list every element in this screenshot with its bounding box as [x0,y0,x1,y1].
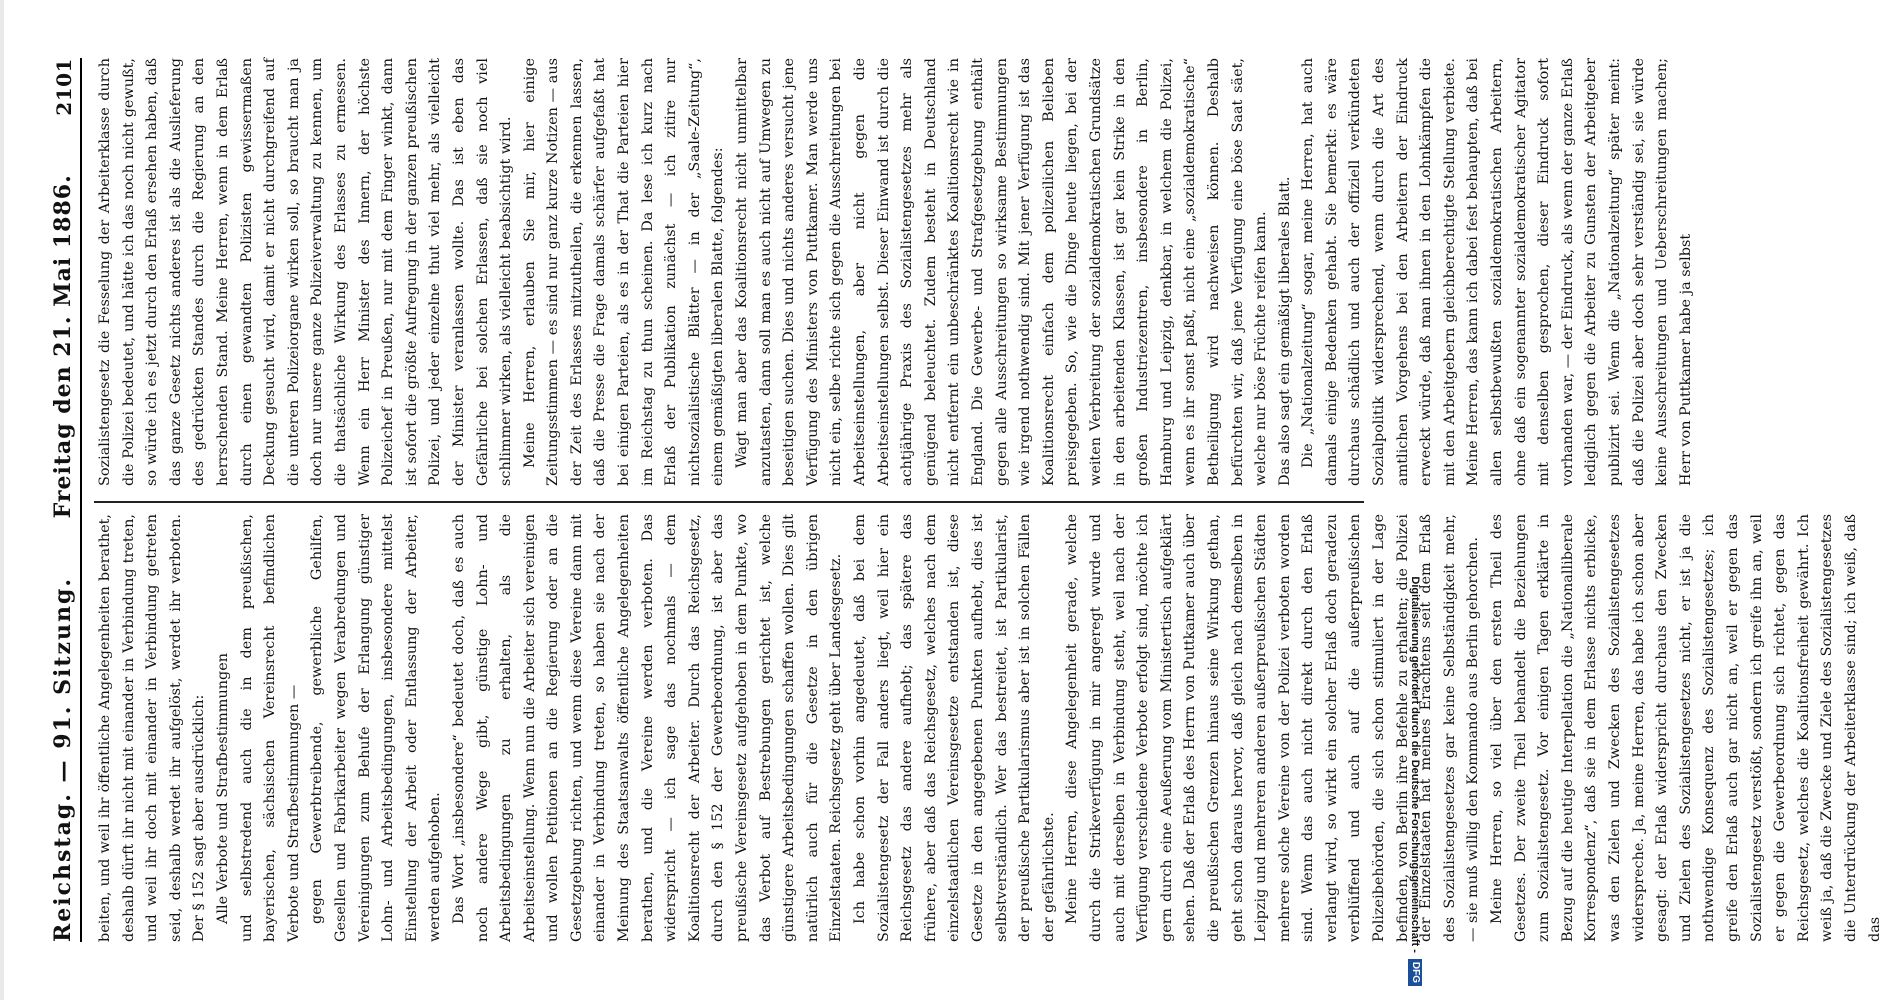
quoted-paragraph: Wagt man aber das Koalitionsrecht nicht unmittelbar anzutasten, dann soll man es auch nicht auf Umwegen zu beseitigen suchen. Dies und nichts anderes versucht jene Verfügung des Ministers von Puttkamer. Man werde uns nicht ein, selbe richte sich gegen die Ausschreitungen bei Arbeitseinstellungen, aber nicht gegen die Arbeitseinstellungen selbst. Dieser Einwand ist durch die achtjährige Praxis des Sozialistengesetzes mehr als genügend beleuchtet. Zudem besteht in Deutschland nicht entfernt ein unbeschränktes Koalitionsrecht wie in England. Die Gewerbe- und Strafgesetzgebung enthält gegen alle Ausschreitungen so wirksame Bestimmungen wie irgend nothwendig sind. Mit jener Verfügung ist das Koalitionsrecht einfach dem polizeilichen Belieben preisgegeben. So, wie die Dinge heute liegen, bei der weiten Verbreitung der sozialdemokratischen Grundsätze in den arbeitenden Klassen, ist gar kein Strike in den großen Industriezentren, insbesondere in Berlin, Hamburg und Leipzig, denkbar, in welchem die Polizei, wenn es ihr sonst paßt, nicht eine „sozialdemokratische“ Betheiligung wird nachweisen können. Deshalb befürchten wir, daß jene Verfügung eine böse Saat säet, welche nur böse Früchte reifen kann. [734,58,1270,486]
session-date: Freitag den 21. Mai 1886. [50,174,76,519]
page-header [40,58,76,942]
paragraph: Meine Herren, diese Angelegenheit gerade, welche durch die Strikeverfügung in mir angeregt wurde und auch mit derselben in Verbindung steht, weil nach der Verfügung verschiedene Verbote erfolgt sind, möchte ich gern durch eine Aeußerung vom Ministertisch aufgeklärt sehen. Daß der Erlaß des Herrn von Puttkamer auch über die preußischen Grenzen hinaus seine Wirkung gethan, geht schon daraus hervor, daß gleich nach demselben in Leipzig und mehreren anderen außerpreußischen Städten mehrere solche Vereine von der Polizei verboten worden sind. Wenn das auch nicht direkt durch den Erlaß verlangt wird, so wirkt ein solcher Erlaß doch geradezu verblüffend und auch auf die außerpreußischen Polizeibehörden, die sich schon stimuliert in der Lage befinden, von Berlin ihre Befehle zu erhalten; die Polizei der Einzelstaaten hat meines Erachtens seit dem Erlaß des Sozialistengesetzes gar keine Selbständigkeit mehr, — sie muß willig den Kommando aus Berlin gehorchen. [1064,514,1482,942]
paragraph: und selbstredend auch die in dem preußischen, bayerischen, sächsischen Vereinsrecht befindlichen Verbote und Strafbestimmungen — [238,514,302,942]
right-column [94,58,1694,486]
paragraph: Ich habe schon vorhin angedeutet, daß bei dem Sozialistengesetz der Fall anders liegt, weil hier ein Reichsgesetz das andere aufhebt; das spätere das frühere, aber daß das Reichsgesetz, welches nach dem einzelstaatlichen Vereinsgesetze entstanden ist, diese Gesetze in den angegebenen Punkten aufhebt, dies ist selbstverständlich. Wer das bestreitet, ist Partikularist, der preußische Partikularismus aber ist in solchen Fällen der gefährlichste. [852,514,1057,942]
paragraph: Das also sagt ein gemäßigt liberales Blatt. [1276,176,1293,486]
paragraph: Sozialistengesetz die Fesselung der Arbeiterklasse durch die Polizei bedeutet, und hätte ich das noch nicht gewußt, so würde ich es jetzt durch den Erlaß ersehen haben, daß das ganze Gesetz nichts anderes ist als die Auslieferung des gedrückten Standes durch die Regierung an den herrschenden Stand. Meine Herren, wenn in dem Erlaß durch einen gewandten Polizisten gewissermaßen Deckung gesucht wird, damit er nicht durchgreifend auf die unteren Polizeiorgane wirken soll, so braucht man ja doch nur unsere ganze Polizeiverwaltung zu kennen, um die thatsächliche Wirkung des Erlasses zu ermessen. Wenn ein Herr Minister des Innern, der höchste Polizeichef in Preußen, nur mit dem Finger winkt, dann ist sofort die größte Aufregung in der ganzen preußischen Polizei, und jeder einzelne thut viel mehr, als vielleicht der Minister veranlassen wollte. Das ist eben das Gefährliche bei solchen Erlassen, daß sie noch viel schlimmer wirken, als vielleicht beabsichtigt wird. [97,58,515,486]
paragraph: Meine Herren, erlauben Sie mir, hier einige Zeitungsstimmen — es sind nur ganz kurze Notizen — aus der Zeit des Erlasses mitzutheilen, die erkennen lassen, daß die Presse die Frage damals schärfer aufgefaßt hat bei einigen Parteien, als es in der That die Parteien hier im Reichstag zu thun scheinen. Da lese ich kurz nach Erlaß der Publikation zunächst — ich zitire nur nichtsozialistische Blätter — in der „Saale-Zeitung“, einem gemäßigten liberalen Blatte, folgendes: [521,58,727,486]
header-rule [80,58,82,942]
paragraph: Alle Verbote und Strafbestimmungen [214,653,231,924]
paragraph: Die „Nationalzeitung“ sogar, meine Herren, hat auch damals einige Bedenken gehabt. Sie bemerkt: es wäre durchaus schädlich und auch der offiziell verkündeten Sozialpolitik widersprechend, wenn durch die Art des amtlichen Vorgehens bei den Arbeitern der Eindruck erweckt würde, daß man ihnen in den Lohnkämpfen die mit den Arbeitgebern gleichberechtigte Stellung verbiete. Meine Herren, das kann ich dabei fest behaupten, daß bei allen selbstbewußten sozialdemokratischen Arbeitern, ohne daß ein sogenannter sozialdemokratischer Agitator mit denselben gesprochen, dieser Eindruck sofort vorhanden war, — der Eindruck, als wenn der ganze Erlaß lediglich gegen die Arbeiter zu Gunsten der Arbeitgeber publizirt sei. Wenn die „Nationalzeitung“ später meint: daß die Polizei aber doch sehr verständig sei, sie würde keine Ausschreitungen und Ueberschreitungen machen; Herr von Puttkamer habe ja selbst [1300,58,1694,486]
paragraph: Meine Herren, so viel über den ersten Theil des Gesetzes. Der zweite Theil behandelt die Beziehungen zum Sozialistengesetz. Vor einigen Tagen erklärte in Bezug auf die heutige Interpellation die „Nationalliberale Korrespondenz“, daß sie in dem Erlasse nichts erblicke, was den Zielen und Zwecken des Sozialistengesetzes widerspreche. Ja, meine Herren, das habe ich schon aber gesagt: der Erlaß widerspricht durchaus den Zwecken und Zielen des Sozialistengesetzes nicht, er ist ja die nothwendige Konsequenz des Sozialistengesetzes; ich greife den Erlaß auch gar nicht an, weil er gegen das Sozialistengesetz verstößt, sondern ich greife ihn an, weil er gegen die Gewerbeordnung sich richtet, gegen das Reichsgesetz, welches die Koalitionsfreiheit gewährt. Ich weiß ja, daß die Zwecke und Ziele des Sozialistengesetzes die Unterdrückung der Arbeiterklasse sind; ich weiß, daß das [1489,514,1883,942]
paragraph: beiten, und weil ihr öffentliche Angelegenheiten berathet, deshalb dürft ihr nicht mit einander in Verbindung treten, und weil ihr doch mit einander in Verbindung getreten seid, deshalb werdet ihr aufgelöst, werdet ihr verboten. Der § 152 sagt aber ausdrücklich: [97,514,208,942]
dfg-notice-text: Digitalisierung gefördert durch die Deutsche Forschungsgemeinschaft - [1409,576,1421,953]
paragraph: Das Wort „insbesondere“ bedeutet doch, daß es auch noch andere Wege gibt, günstige Lohn- und Arbeitsbedingungen zu erhalten, als die Arbeitseinstellung. Wenn nun die Arbeiter sich vereinigen und wollen Petitionen an die Regierung oder an die Gesetzgebung richten, und wenn diese Vereine dann mit einander in Verbindung treten, so haben sie nach der Meinung des Staatsanwalts öffentliche Angelegenheiten berathen, und die Vereine werden verboten. Das widerspricht — ich sage das nochmals — dem Koalitionsrecht der Arbeiter. Durch das Reichsgesetz, durch den § 152 der Gewerbeordnung, ist aber das preußische Vereinsgesetz aufgehoben in dem Punkte, wo das Verbot auf Bestrebungen gerichtet ist, welche günstigere Arbeitsbedingungen schaffen wollen. Dies gilt natürlich auch für die Gesetze in den übrigen Einzelstaaten. Reichsgesetz geht über Landesgesetz. [450,514,845,942]
session-title: Reichstag. — 91. Sitzung. [50,576,76,942]
page-number: 2101 [52,58,76,116]
dfg-notice [1404,12,1426,986]
dfg-logo: DFG [1408,959,1422,986]
paragraph: gegen Gewerbtreibende, gewerbliche Gehilfen, Gesellen und Fabrikarbeiter wegen Verabredungen und Vereinigungen zum Behufe der Erlangung günstiger Lohn- und Arbeitsbedingungen, insbesondere mittelst Einstellung der Arbeit oder Entlassung der Arbeiter, werden aufgehoben. [309,514,444,942]
column-divider [94,502,1364,504]
scan-edge [0,0,4,1000]
